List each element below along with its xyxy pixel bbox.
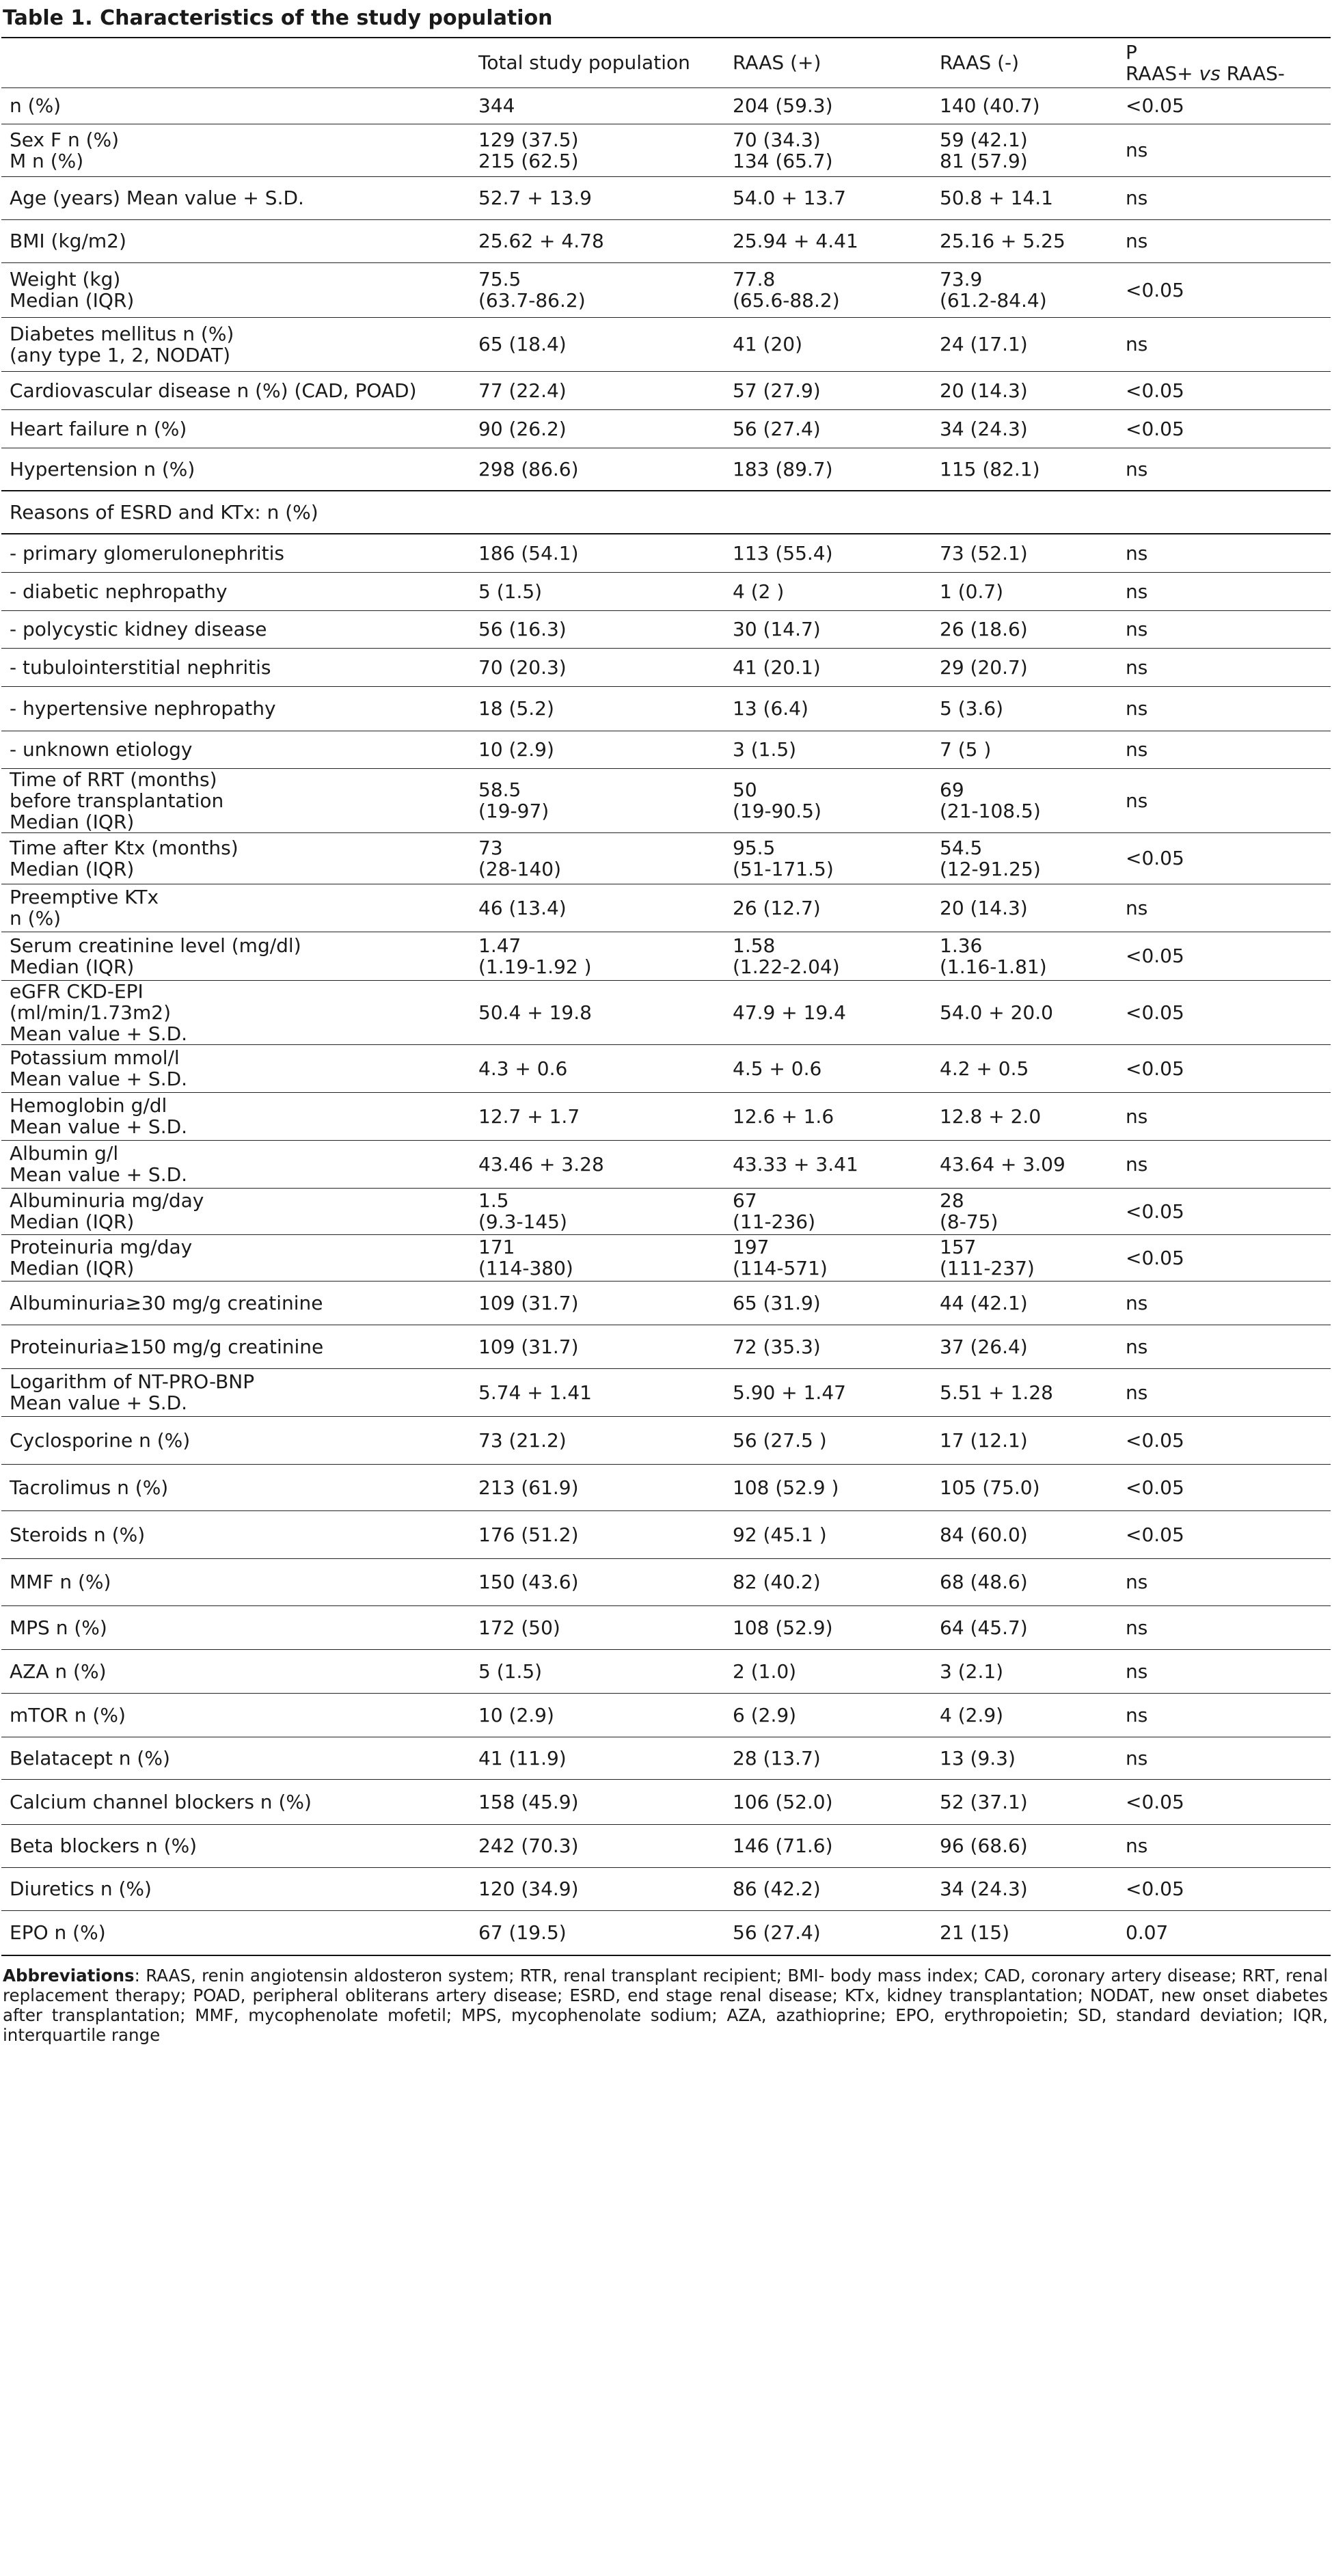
p-value-cell: ns [1117,1558,1331,1605]
p-value-cell: ns [1117,1649,1331,1693]
raas-positive-cell: 41 (20.1) [724,648,932,686]
total-cell: 1.47 (1.19-1.92 ) [470,932,724,980]
p-value-cell: ns [1117,1092,1331,1140]
p-value-cell: ns [1117,1605,1331,1649]
raas-positive-cell: 77.8 (65.6-88.2) [724,262,932,317]
row-label-cell: eGFR CKD-EPI (ml/min/1.73m2) Mean value + S.D. [1,980,470,1044]
p-value-cell: ns [1117,317,1331,371]
raas-positive-cell: 2 (1.0) [724,1649,932,1693]
header-cell-label [1,38,470,87]
raas-positive-cell: 1.58 (1.22-2.04) [724,932,932,980]
p-value-cell: ns [1117,534,1331,572]
raas-negative-cell: 73.9 (61.2-84.4) [932,262,1117,317]
total-cell: 5 (1.5) [470,1649,724,1693]
total-cell: 25.62 + 4.78 [470,219,724,262]
raas-negative-cell: 20 (14.3) [932,884,1117,932]
row-label-cell: Albuminuria≥30 mg/g creatinine [1,1281,470,1325]
raas-negative-cell: 73 (52.1) [932,534,1117,572]
raas-negative-cell: 25.16 + 5.25 [932,219,1117,262]
row-label-cell: MPS n (%) [1,1605,470,1649]
row-label-cell: - tubulointerstitial nephritis [1,648,470,686]
raas-positive-cell: 95.5 (51-171.5) [724,832,932,884]
row-label-cell: Steroids n (%) [1,1510,470,1558]
raas-positive-cell: 92 (45.1 ) [724,1510,932,1558]
total-cell [470,491,724,534]
raas-positive-cell: 65 (31.9) [724,1281,932,1325]
raas-positive-cell: 67 (11-236) [724,1188,932,1234]
p-value-cell: <0.05 [1117,832,1331,884]
raas-negative-cell: 12.8 + 2.0 [932,1092,1117,1140]
p-value-cell: ns [1117,572,1331,610]
table-row [1,731,1331,768]
total-cell: 18 (5.2) [470,686,724,731]
table-row [1,1910,1331,1955]
total-cell: 5.74 + 1.41 [470,1368,724,1416]
row-label-cell: Logarithm of NT-PRO-BNP Mean value + S.D. [1,1368,470,1416]
row-label-cell: BMI (kg/m2) [1,219,470,262]
row-label-cell: Age (years) Mean value + S.D. [1,176,470,219]
p-value-cell: ns [1117,768,1331,832]
row-label-cell: Time after Ktx (months) Median (IQR) [1,832,470,884]
table-row [1,87,1331,124]
p-value-cell: ns [1117,176,1331,219]
raas-positive-cell: 12.6 + 1.6 [724,1092,932,1140]
row-label-cell: Cyclosporine n (%) [1,1416,470,1464]
row-label-cell: - hypertensive nephropathy [1,686,470,731]
p-value-cell: <0.05 [1117,1867,1331,1910]
p-value-cell: ns [1117,1368,1331,1416]
p-value-cell: <0.05 [1117,371,1331,409]
p-value-cell: ns [1117,731,1331,768]
row-label-cell: Serum creatinine level (mg/dl) Median (IQR) [1,932,470,980]
footnote-label: Abbreviations [3,1966,135,1985]
header-cell-raas-positive: RAAS (+) [724,38,932,87]
table-row [1,648,1331,686]
header-cell-p-value [1117,38,1331,87]
raas-positive-cell: 72 (35.3) [724,1325,932,1368]
raas-positive-cell: 50 (19-90.5) [724,768,932,832]
row-label-cell: n (%) [1,87,470,124]
row-label-cell: - unknown etiology [1,731,470,768]
raas-positive-cell: 4 (2 ) [724,572,932,610]
table-row [1,884,1331,932]
row-label-cell: Proteinuria mg/day Median (IQR) [1,1234,470,1281]
row-label-cell: Albuminuria mg/day Median (IQR) [1,1188,470,1234]
raas-negative-cell: 105 (75.0) [932,1464,1117,1510]
p-value-cell: <0.05 [1117,1044,1331,1092]
total-cell: 56 (16.3) [470,610,724,648]
total-cell: 77 (22.4) [470,371,724,409]
raas-negative-cell [932,491,1117,534]
row-label-cell: Diabetes mellitus n (%) (any type 1, 2, NODAT) [1,317,470,371]
raas-negative-cell: 7 (5 ) [932,731,1117,768]
raas-negative-cell: 1 (0.7) [932,572,1117,610]
table-row [1,1325,1331,1368]
raas-positive-cell: 6 (2.9) [724,1693,932,1737]
raas-positive-cell: 56 (27.4) [724,1910,932,1955]
table-row [1,317,1331,371]
row-label-cell: Albumin g/l Mean value + S.D. [1,1140,470,1188]
raas-positive-cell: 113 (55.4) [724,534,932,572]
raas-positive-cell: 56 (27.5 ) [724,1416,932,1464]
raas-positive-cell: 70 (34.3) 134 (65.7) [724,124,932,176]
table-row [1,686,1331,731]
total-cell: 75.5 (63.7-86.2) [470,262,724,317]
row-label-cell: Hypertension n (%) [1,448,470,491]
total-cell: 50.4 + 19.8 [470,980,724,1044]
raas-positive-cell: 56 (27.4) [724,409,932,448]
total-cell: 109 (31.7) [470,1281,724,1325]
table-row [1,1368,1331,1416]
total-cell: 4.3 + 0.6 [470,1044,724,1092]
table-body [1,87,1331,1955]
table-row [1,409,1331,448]
table-row [1,832,1331,884]
raas-positive-cell: 197 (114-571) [724,1234,932,1281]
total-cell: 129 (37.5) 215 (62.5) [470,124,724,176]
total-cell: 12.7 + 1.7 [470,1092,724,1140]
total-cell: 150 (43.6) [470,1558,724,1605]
raas-positive-cell: 47.9 + 19.4 [724,980,932,1044]
raas-negative-cell: 3 (2.1) [932,1649,1117,1693]
raas-negative-cell: 34 (24.3) [932,409,1117,448]
row-label-cell: Potassium mmol/l Mean value + S.D. [1,1044,470,1092]
raas-positive-cell [724,491,932,534]
p-value-cell: ns [1117,1281,1331,1325]
p-value-cell: <0.05 [1117,1188,1331,1234]
total-cell: 65 (18.4) [470,317,724,371]
raas-positive-cell: 106 (52.0) [724,1779,932,1824]
raas-negative-cell: 52 (37.1) [932,1779,1117,1824]
row-label-cell: Diuretics n (%) [1,1867,470,1910]
raas-positive-cell: 86 (42.2) [724,1867,932,1910]
total-cell: 176 (51.2) [470,1510,724,1558]
raas-positive-cell: 54.0 + 13.7 [724,176,932,219]
raas-negative-cell: 84 (60.0) [932,1510,1117,1558]
row-label-cell: - diabetic nephropathy [1,572,470,610]
p-value-cell: <0.05 [1117,1510,1331,1558]
row-label-cell: Heart failure n (%) [1,409,470,448]
total-cell: 10 (2.9) [470,1693,724,1737]
raas-positive-cell: 183 (89.7) [724,448,932,491]
characteristics-table [1,37,1331,1956]
table-row [1,262,1331,317]
raas-negative-cell: 29 (20.7) [932,648,1117,686]
table-row [1,371,1331,409]
raas-positive-cell: 30 (14.7) [724,610,932,648]
raas-positive-cell: 82 (40.2) [724,1558,932,1605]
table-row [1,1464,1331,1510]
p-value-cell: <0.05 [1117,1234,1331,1281]
total-cell: 73 (28-140) [470,832,724,884]
p-value-cell: <0.05 [1117,87,1331,124]
raas-positive-cell: 13 (6.4) [724,686,932,731]
raas-positive-cell: 146 (71.6) [724,1824,932,1867]
raas-negative-cell: 20 (14.3) [932,371,1117,409]
row-label-cell: - primary glomerulonephritis [1,534,470,572]
row-label-cell: mTOR n (%) [1,1693,470,1737]
p-value-cell: <0.05 [1117,1779,1331,1824]
raas-negative-cell: 34 (24.3) [932,1867,1117,1910]
p-value-cell: ns [1117,1693,1331,1737]
raas-negative-cell: 54.0 + 20.0 [932,980,1117,1044]
total-cell: 43.46 + 3.28 [470,1140,724,1188]
table-row [1,1044,1331,1092]
raas-negative-cell: 68 (48.6) [932,1558,1117,1605]
p-value-cell: ns [1117,124,1331,176]
total-cell: 213 (61.9) [470,1464,724,1510]
table-row [1,1510,1331,1558]
row-label-cell: Beta blockers n (%) [1,1824,470,1867]
p-value-cell: <0.05 [1117,932,1331,980]
table-row [1,768,1331,832]
raas-positive-cell: 43.33 + 3.41 [724,1140,932,1188]
table-row [1,1092,1331,1140]
p-value-cell: ns [1117,1737,1331,1779]
p-value-cell: ns [1117,648,1331,686]
table-row [1,1188,1331,1234]
raas-positive-cell: 3 (1.5) [724,731,932,768]
table-title: Table 1. Characteristics of the study population [3,6,553,30]
row-label-cell: Sex F n (%) M n (%) [1,124,470,176]
table-header-row [1,38,1331,87]
row-label-cell: Belatacept n (%) [1,1737,470,1779]
raas-negative-cell: 140 (40.7) [932,87,1117,124]
total-cell: 1.5 (9.3-145) [470,1188,724,1234]
raas-negative-cell: 4.2 + 0.5 [932,1044,1117,1092]
raas-negative-cell: 28 (8-75) [932,1188,1117,1234]
table-row [1,1649,1331,1693]
raas-negative-cell: 17 (12.1) [932,1416,1117,1464]
table-row [1,980,1331,1044]
row-label-cell: Hemoglobin g/dl Mean value + S.D. [1,1092,470,1140]
p-label: P [1126,40,1137,64]
total-cell: 5 (1.5) [470,572,724,610]
table-row [1,1140,1331,1188]
total-cell: 73 (21.2) [470,1416,724,1464]
raas-negative-cell: 69 (21-108.5) [932,768,1117,832]
raas-negative-cell: 157 (111-237) [932,1234,1117,1281]
table-section-row [1,491,1331,534]
total-cell: 158 (45.9) [470,1779,724,1824]
table-row [1,572,1331,610]
row-label-cell: MMF n (%) [1,1558,470,1605]
row-label-cell: - polycystic kidney disease [1,610,470,648]
p-value-cell: ns [1117,610,1331,648]
raas-positive-cell: 25.94 + 4.41 [724,219,932,262]
p-value-cell: <0.05 [1117,262,1331,317]
total-cell: 186 (54.1) [470,534,724,572]
raas-negative-cell: 50.8 + 14.1 [932,176,1117,219]
total-cell: 90 (26.2) [470,409,724,448]
raas-positive-cell: 204 (59.3) [724,87,932,124]
p-value-cell: <0.05 [1117,980,1331,1044]
p-value-cell: ns [1117,686,1331,731]
row-label-cell: EPO n (%) [1,1910,470,1955]
row-label-cell: Proteinuria≥150 mg/g creatinine [1,1325,470,1368]
p-value-cell [1117,491,1331,534]
raas-negative-cell: 24 (17.1) [932,317,1117,371]
p-comparison: RAAS+ vs RAAS- [1126,62,1285,85]
table-row [1,1605,1331,1649]
table-row [1,176,1331,219]
row-label-cell: Reasons of ESRD and KTx: n (%) [1,491,470,534]
p-value-cell: 0.07 [1117,1910,1331,1955]
abbreviations-footnote [1,1956,1331,2045]
table-row [1,1737,1331,1779]
raas-positive-cell: 41 (20) [724,317,932,371]
raas-negative-cell: 64 (45.7) [932,1605,1117,1649]
total-cell: 120 (34.9) [470,1867,724,1910]
table-row [1,1234,1331,1281]
p-value-cell: ns [1117,1824,1331,1867]
raas-negative-cell: 43.64 + 3.09 [932,1140,1117,1188]
raas-negative-cell: 1.36 (1.16-1.81) [932,932,1117,980]
raas-positive-cell: 57 (27.9) [724,371,932,409]
total-cell: 52.7 + 13.9 [470,176,724,219]
raas-positive-cell: 5.90 + 1.47 [724,1368,932,1416]
total-cell: 41 (11.9) [470,1737,724,1779]
p-value-cell: ns [1117,1325,1331,1368]
header-cell-total: Total study population [470,38,724,87]
total-cell: 70 (20.3) [470,648,724,686]
raas-positive-cell: 108 (52.9 ) [724,1464,932,1510]
raas-negative-cell: 59 (42.1) 81 (57.9) [932,124,1117,176]
total-cell: 58.5 (19-97) [470,768,724,832]
table-row [1,448,1331,491]
raas-positive-cell: 26 (12.7) [724,884,932,932]
table-row [1,1824,1331,1867]
row-label-cell: Preemptive KTx n (%) [1,884,470,932]
table-row [1,932,1331,980]
raas-negative-cell: 115 (82.1) [932,448,1117,491]
table-row [1,610,1331,648]
row-label-cell: Time of RRT (months) before transplantation Median (IQR) [1,768,470,832]
table-row [1,1416,1331,1464]
raas-positive-cell: 28 (13.7) [724,1737,932,1779]
raas-negative-cell: 37 (26.4) [932,1325,1117,1368]
p-value-cell: ns [1117,1140,1331,1188]
raas-positive-cell: 108 (52.9) [724,1605,932,1649]
p-value-cell: <0.05 [1117,409,1331,448]
table-row [1,124,1331,176]
total-cell: 172 (50) [470,1605,724,1649]
raas-negative-cell: 44 (42.1) [932,1281,1117,1325]
row-label-cell: Cardiovascular disease n (%) (CAD, POAD) [1,371,470,409]
total-cell: 344 [470,87,724,124]
table-row [1,534,1331,572]
total-cell: 242 (70.3) [470,1824,724,1867]
raas-negative-cell: 26 (18.6) [932,610,1117,648]
raas-positive-cell: 4.5 + 0.6 [724,1044,932,1092]
total-cell: 67 (19.5) [470,1910,724,1955]
table-row [1,1281,1331,1325]
total-cell: 109 (31.7) [470,1325,724,1368]
p-value-cell: ns [1117,448,1331,491]
row-label-cell: Weight (kg) Median (IQR) [1,262,470,317]
p-value-cell: ns [1117,884,1331,932]
row-label-cell: AZA n (%) [1,1649,470,1693]
raas-negative-cell: 54.5 (12-91.25) [932,832,1117,884]
footnote-text: : RAAS, renin angiotensin aldosteron system; RTR, renal transplant recipient; BMI- body mass index; CAD, coronary artery disease; RRT, renal replacement therapy; POAD, peripheral obliterans artery disease; ESRD, end stage renal disease; KTx, kidney transplantation; NODAT, new onset diabetes after transplantation; MMF, mycophenolate mofetil; MPS, mycophenolate sodium; AZA, azathioprine; EPO, erythropoietin; SD, standard deviation; IQR, interquartile range [3,1966,1328,2045]
table-row [1,1779,1331,1824]
table-row [1,1693,1331,1737]
raas-negative-cell: 5 (3.6) [932,686,1117,731]
p-value-cell: ns [1117,219,1331,262]
total-cell: 171 (114-380) [470,1234,724,1281]
raas-negative-cell: 5.51 + 1.28 [932,1368,1117,1416]
row-label-cell: Tacrolimus n (%) [1,1464,470,1510]
table-row [1,1558,1331,1605]
row-label-cell: Calcium channel blockers n (%) [1,1779,470,1824]
table-row [1,219,1331,262]
total-cell: 10 (2.9) [470,731,724,768]
raas-negative-cell: 4 (2.9) [932,1693,1117,1737]
p-value-cell: <0.05 [1117,1416,1331,1464]
raas-negative-cell: 96 (68.6) [932,1824,1117,1867]
table-row [1,1867,1331,1910]
header-cell-raas-negative: RAAS (-) [932,38,1117,87]
raas-negative-cell: 13 (9.3) [932,1737,1117,1779]
raas-negative-cell: 21 (15) [932,1910,1117,1955]
total-cell: 46 (13.4) [470,884,724,932]
total-cell: 298 (86.6) [470,448,724,491]
p-value-cell: <0.05 [1117,1464,1331,1510]
